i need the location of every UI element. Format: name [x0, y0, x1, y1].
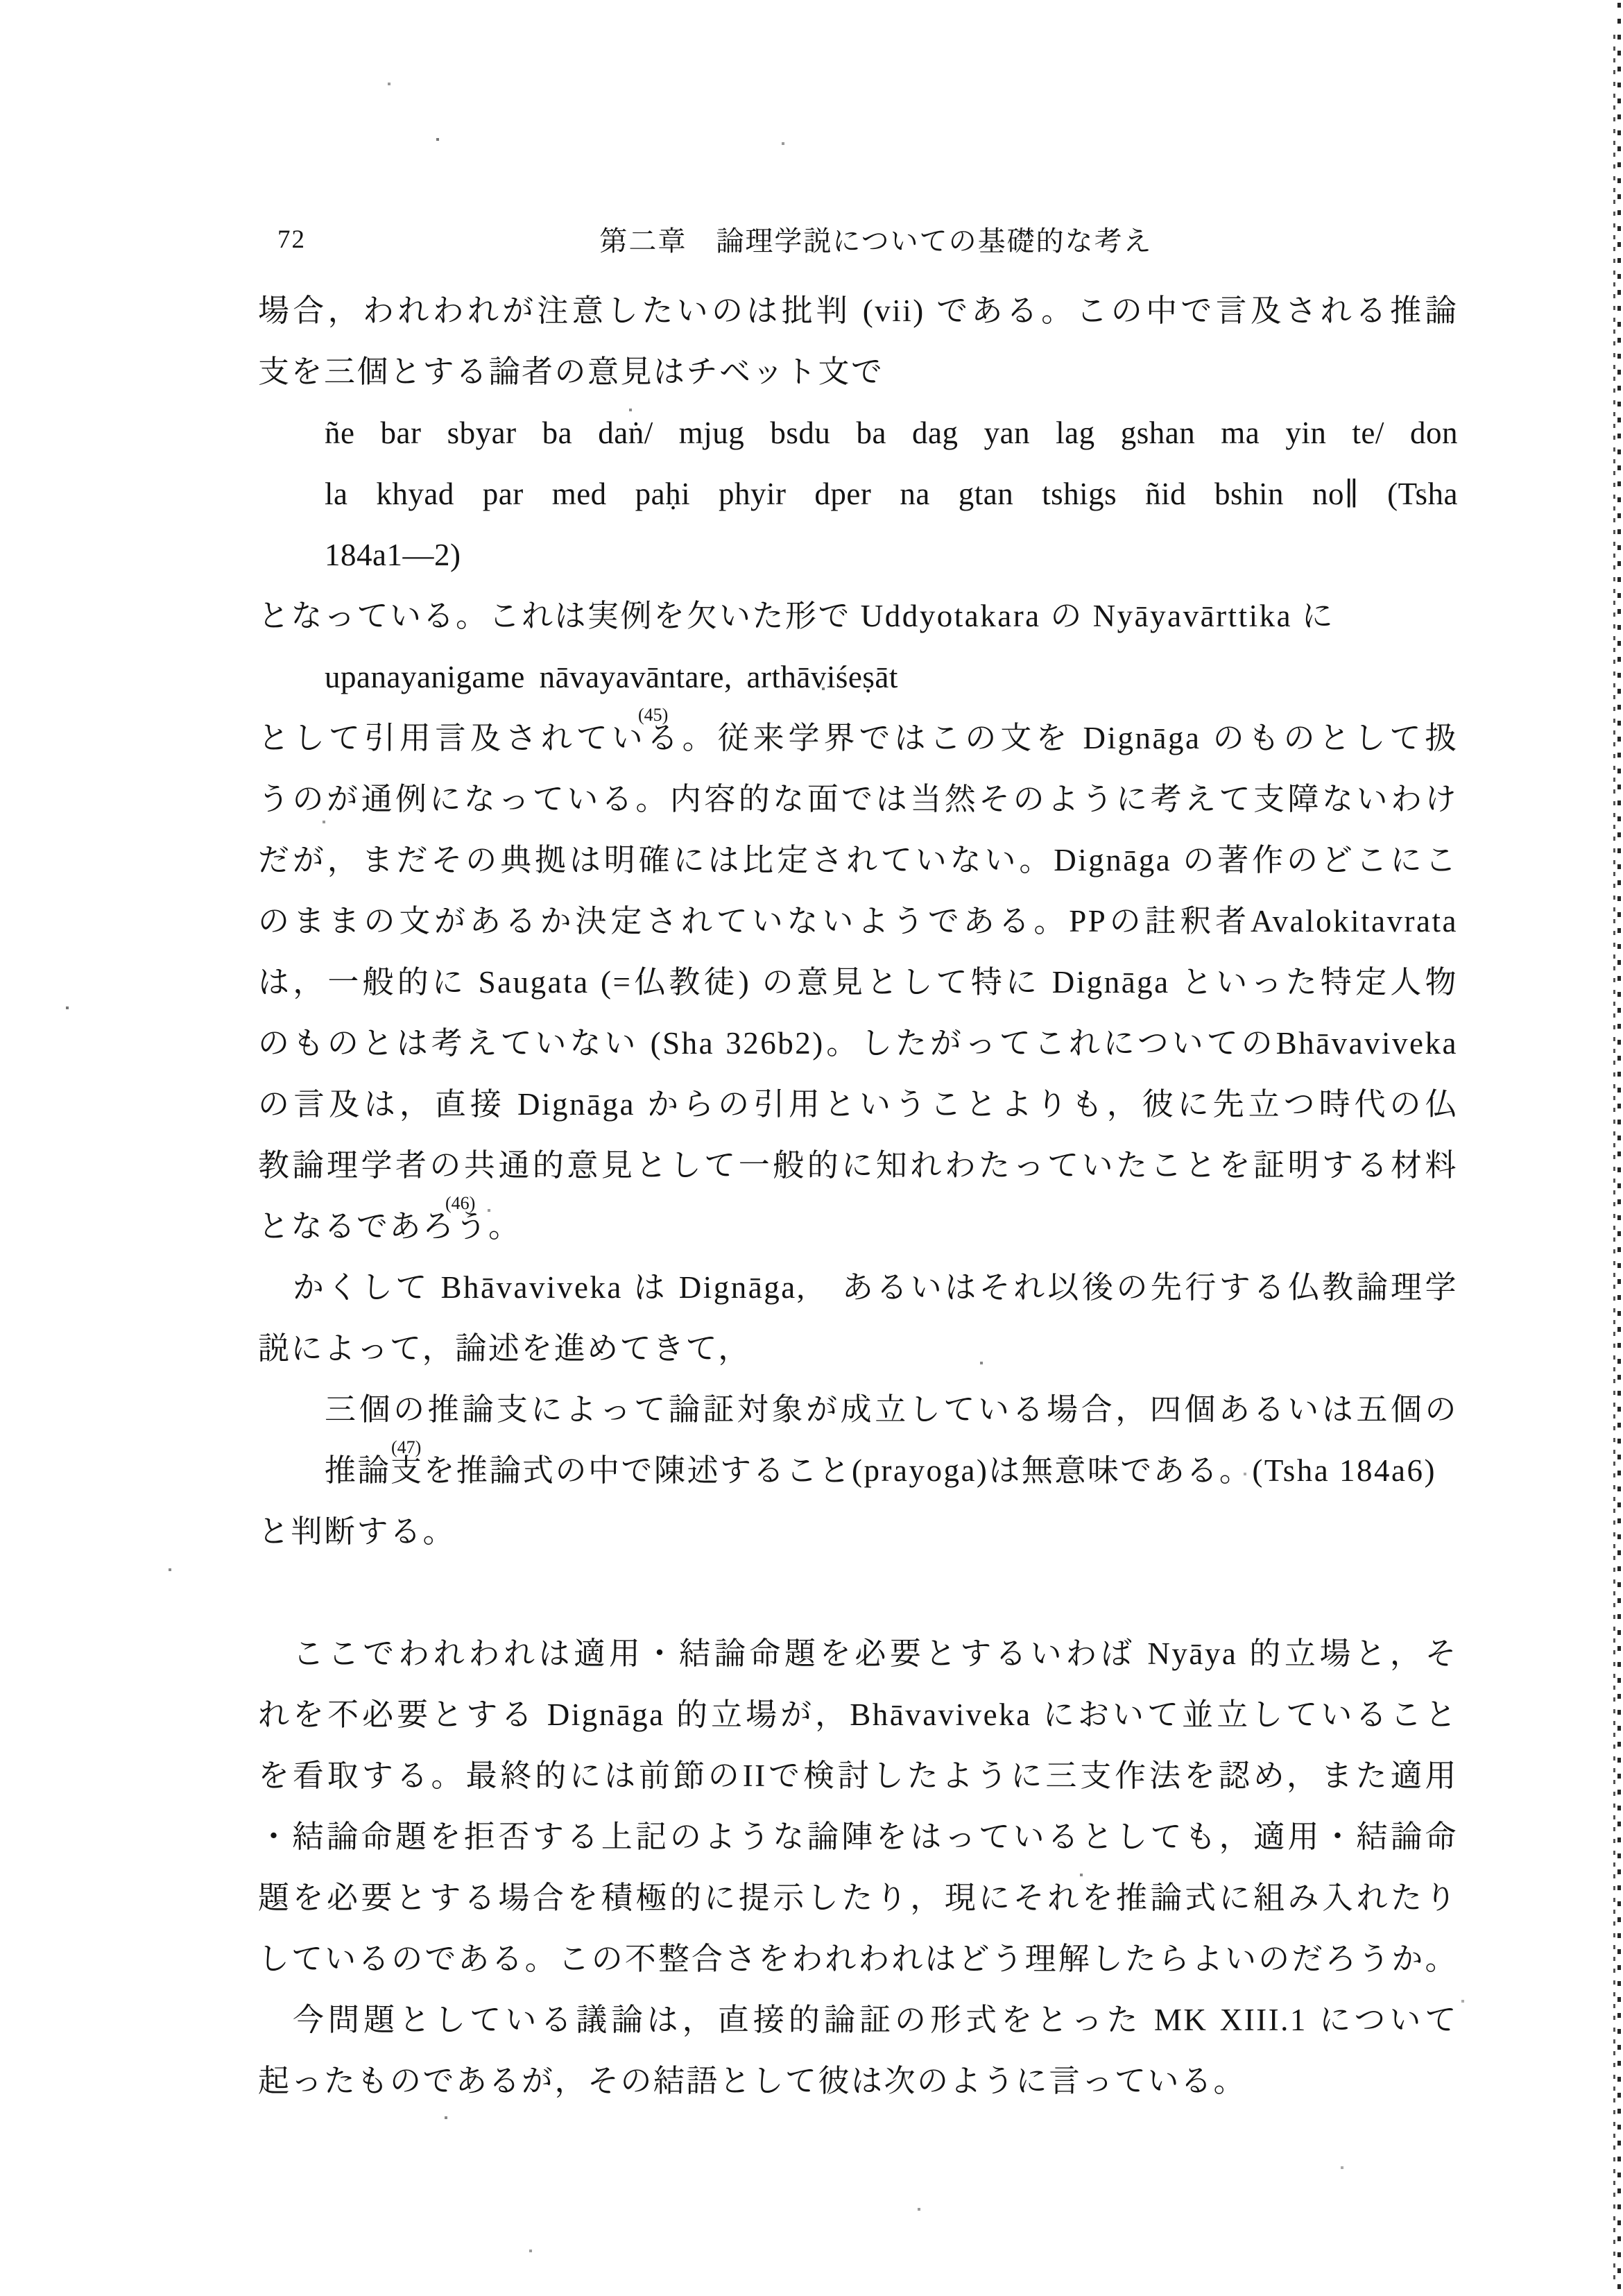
text-line-content: 今問題としている議論は，直接的論証の形式をとった MK XIII.1 について — [293, 2003, 1458, 2037]
text-line — [258, 830, 1458, 891]
text-line — [258, 2050, 1458, 2111]
text-line — [258, 1013, 1458, 1074]
text-line — [258, 1989, 1458, 2050]
text-line-content: を看取する。最終的には前節のIIで検討したように三支作法を認め，また適用 — [258, 1758, 1458, 1793]
text-line — [258, 952, 1458, 1013]
text-line — [258, 1318, 1458, 1379]
text-line — [258, 1379, 1458, 1440]
text-line — [258, 1806, 1458, 1867]
text-line-content: 教論理学者の共通的意見として一般的に知れわたっていたことを証明する材料 — [258, 1148, 1458, 1183]
text-line-content: la khyad par med paḥi phyir dper na gtan tshigs ñid bshin no∥ (Tsha — [325, 477, 1458, 511]
text-line-content: 184a1—2) — [325, 538, 461, 572]
text-line-content: しているのである。この不整合さをわれわれはどう理解したらよいのだろうか。 — [258, 1942, 1458, 1976]
scan-edge-artifact — [1617, 0, 1621, 2296]
page-number: 72 — [277, 225, 306, 254]
text-line-content: 支を三個とする論者の意見はチベット文で — [258, 354, 884, 389]
text-line — [258, 1684, 1458, 1745]
text-line — [258, 402, 1458, 463]
text-line — [258, 646, 1458, 708]
text-line — [258, 1074, 1458, 1135]
text-line — [258, 1623, 1458, 1684]
text-line — [258, 1867, 1458, 1928]
text-line-content: かくして Bhāvaviveka は Dignāga, あるいはそれ以後の先行する仏教論理学 — [293, 1270, 1458, 1305]
text-line-content: upanayanigame nāvayavāntare, arthāviśeṣāt — [325, 660, 898, 694]
text-line-content: のものとは考えていない (Sha 326b2)。したがってこれについてのBhāvaviveka — [258, 1026, 1458, 1061]
text-line-content: は，一般的に Saugata (=仏教徒) の意見として特に Dignāga といった特定人物 — [258, 965, 1458, 1000]
scan-edge-artifact — [1613, 35, 1615, 2282]
text-line — [258, 341, 1458, 402]
text-line-content: 題を必要とする場合を積極的に提示したり，現にそれを推論式に組み入れたり — [258, 1881, 1458, 1915]
text-line-content: として引用言及されている。従来学界ではこの文を Dignāga のものとして扱 — [258, 721, 1458, 755]
text-line-content: うのが通例になっている。内容的な面では当然そのように考えて支障ないわけ — [258, 782, 1458, 816]
text-line-content: となるであろう。 — [258, 1209, 522, 1244]
footnote-marker: (47) — [391, 1437, 422, 1457]
text-line-content: 推論支を推論式の中で陳述すること(prayoga)は無意味である。(Tsha 184a6) — [325, 1453, 1436, 1488]
text-line — [258, 280, 1458, 341]
text-line-content: だが，まだその典拠は明確には比定されていない。Dignāga の著作のどこにこ — [258, 843, 1458, 877]
text-line-content: れを不必要とする Dignāga 的立場が，Bhāvaviveka において並立していること — [258, 1697, 1458, 1732]
text-line-content: 起ったものであるが，その結語として彼は次のように言っている。 — [258, 2064, 1247, 2098]
text-line — [258, 769, 1458, 830]
text-line-content: 場合，われわれが注意したいのは批判 (vii) である。この中で言及される推論 — [258, 293, 1458, 328]
text-line-content: ・結論命題を拒否する上記のような論陣をはっているとしても，適用・結論命 — [258, 1819, 1458, 1854]
text-line-content: となっている。これは実例を欠いた形で Uddyotakara の Nyāyavārttika に — [258, 599, 1335, 633]
text-line — [258, 1257, 1458, 1318]
text-line — [258, 891, 1458, 952]
body-text-block — [258, 280, 1458, 2111]
text-line — [258, 524, 1458, 585]
text-line-content: のままの文があるか決定されていないようである。PPの註釈者Avalokitavrata — [258, 904, 1458, 939]
text-line — [258, 705, 1458, 769]
text-line — [258, 1437, 1458, 1501]
text-line — [258, 1501, 1458, 1562]
footnote-marker: (46) — [445, 1193, 476, 1213]
chapter-title: 第二章 論理学説についての基礎的な考え — [599, 225, 1153, 257]
text-line — [258, 1745, 1458, 1806]
text-line-content: 説によって，論述を進めてきて， — [258, 1331, 751, 1366]
text-line — [258, 1193, 1458, 1257]
text-line — [258, 585, 1458, 646]
text-line-content: と判断する。 — [258, 1514, 456, 1549]
text-line-content: の言及は，直接 Dignāga からの引用ということよりも，彼に先立つ時代の仏 — [258, 1087, 1458, 1122]
text-line — [258, 1928, 1458, 1989]
text-line — [258, 463, 1458, 524]
scan-noise — [0, 0, 1, 1]
text-line-content: 三個の推論支によって論証対象が成立している場合，四個あるいは五個の — [325, 1392, 1458, 1427]
text-line-content: ここでわれわれは適用・結論命題を必要とするいわば Nyāya 的立場と，そ — [293, 1636, 1458, 1671]
text-line — [258, 1135, 1458, 1196]
text-line-content: ñe bar sbyar ba daṅ/ mjug bsdu ba dag yan lag gshan ma yin te/ don — [325, 415, 1458, 450]
footnote-marker: (45) — [638, 705, 669, 725]
